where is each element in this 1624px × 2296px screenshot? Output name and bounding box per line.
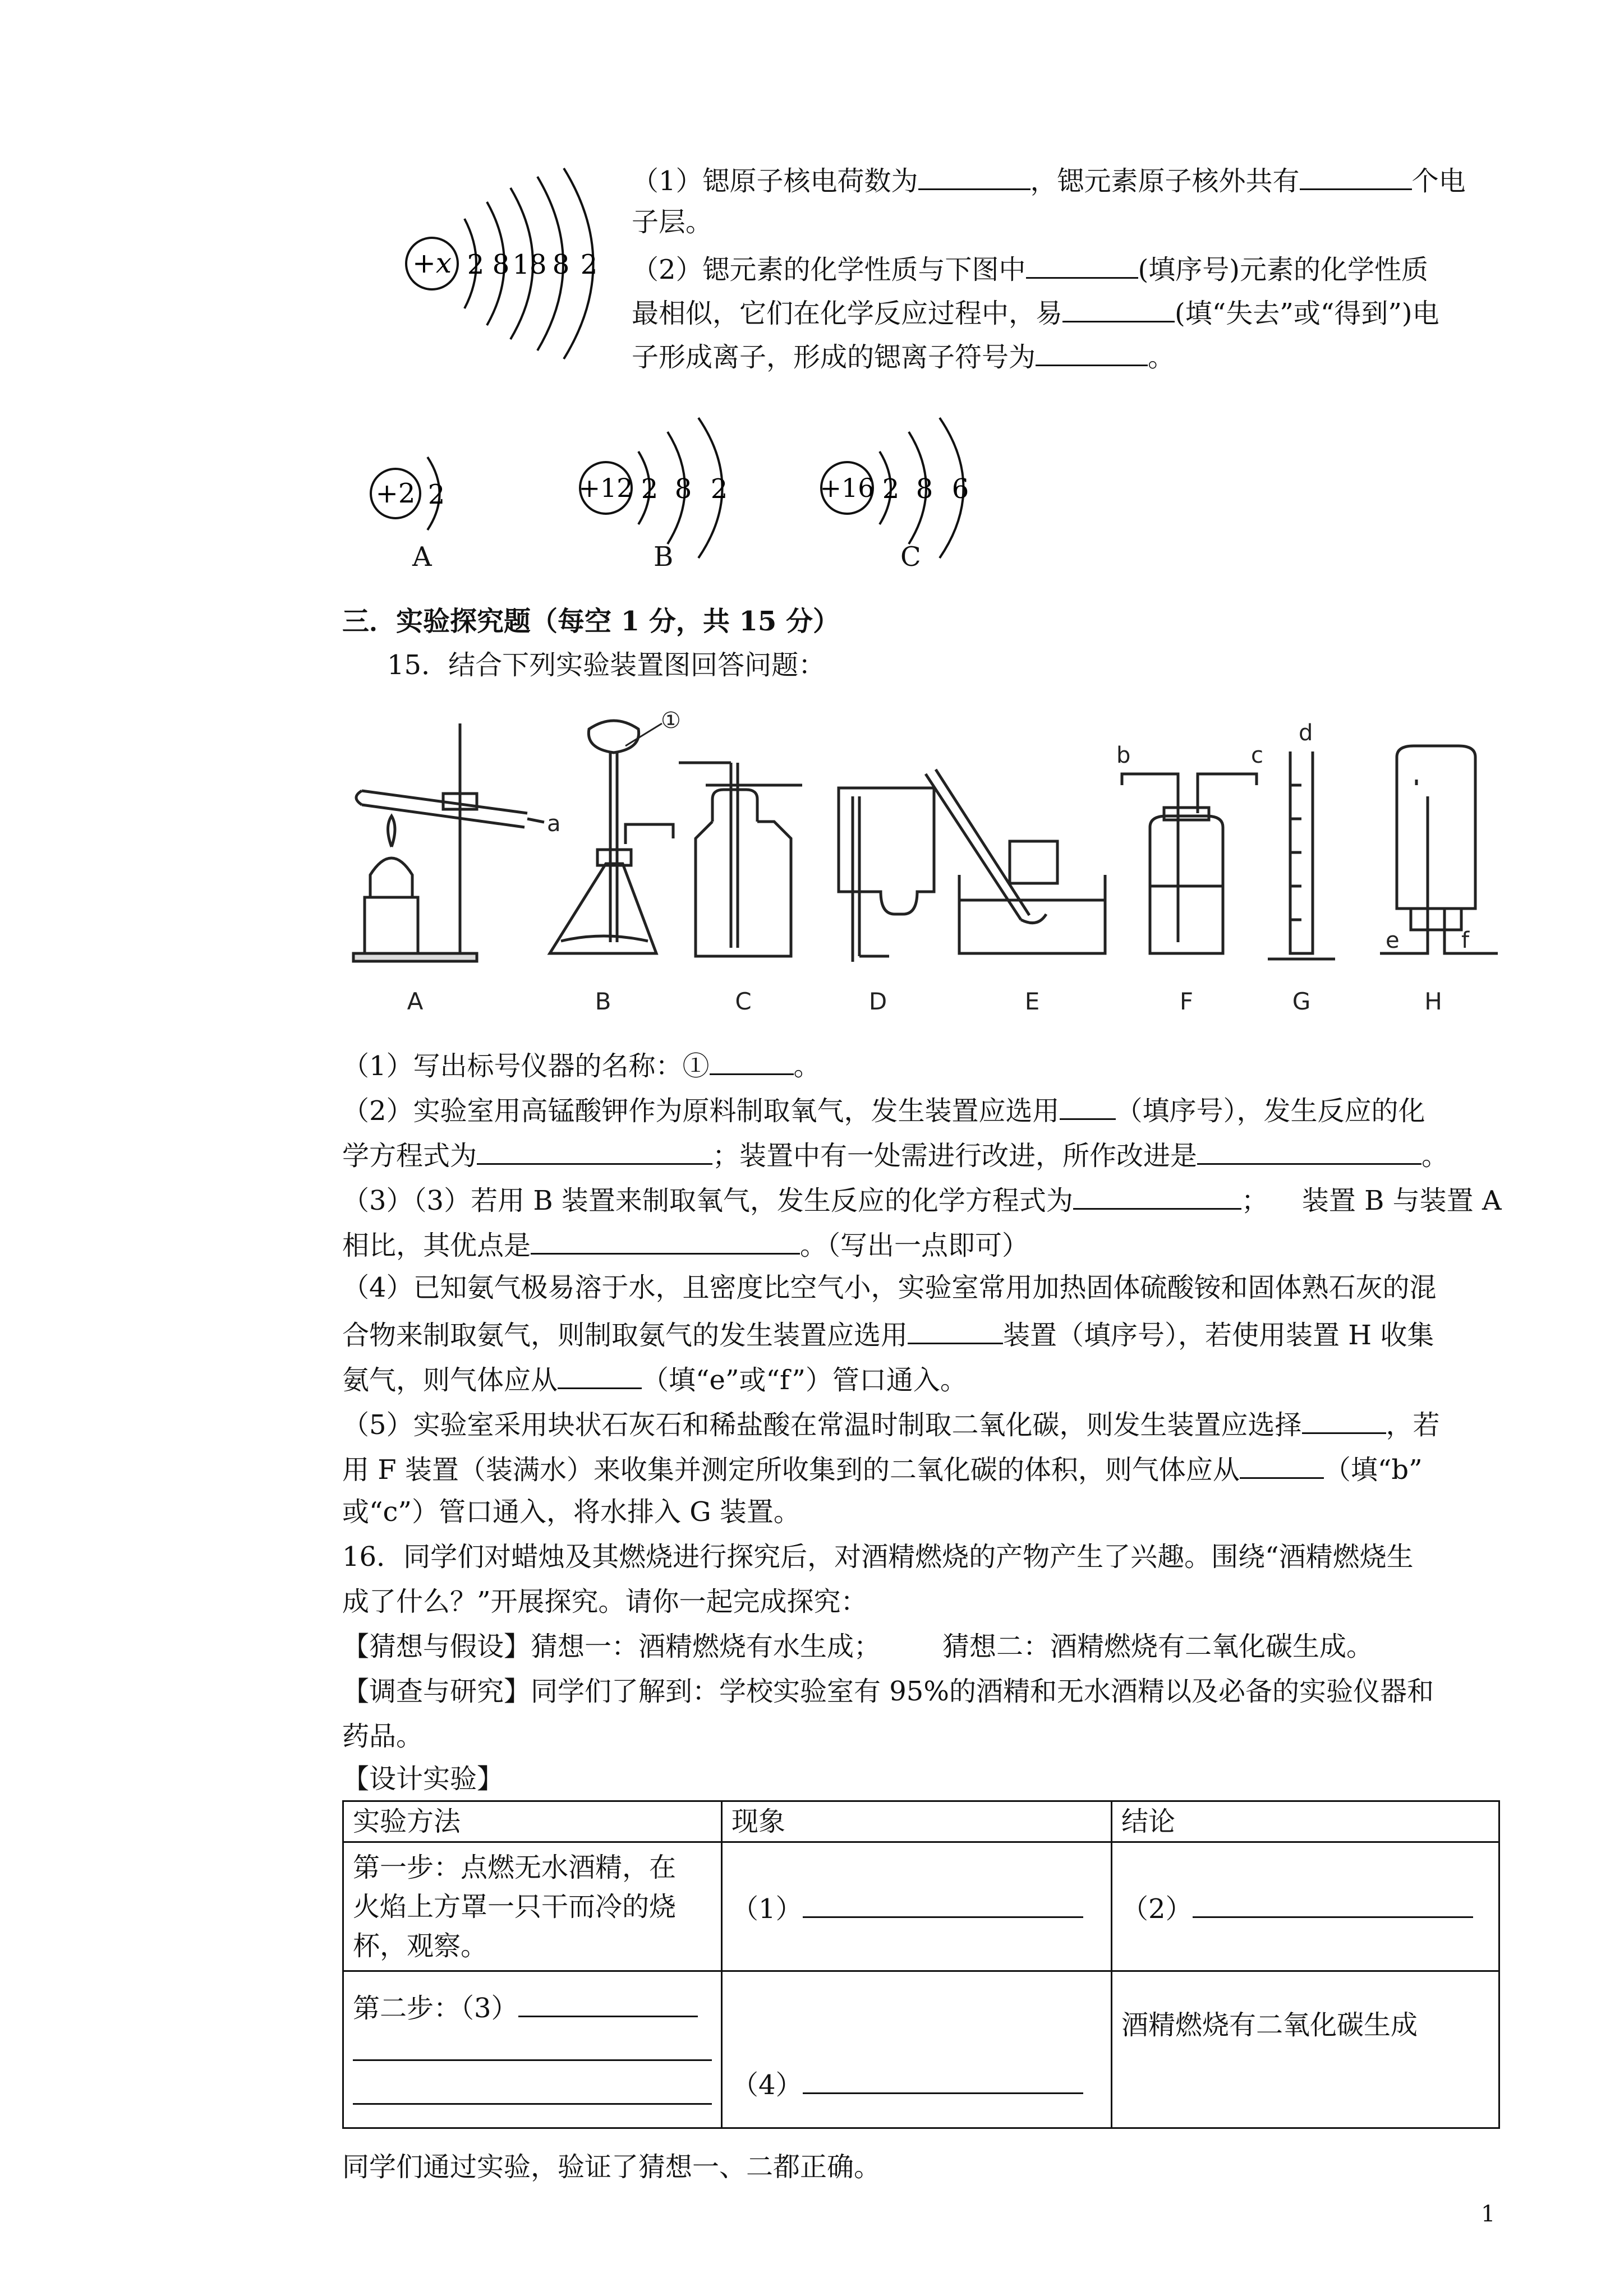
q14-part2-line2: 最相似，它们在化学反应过程中，易 (填“失去”或“得到”)电: [632, 289, 1439, 335]
q16-line4: 【调查与研究】同学们了解到：学校实验室有 95%的酒精和无水酒精以及必备的实验仪器和: [342, 1676, 1434, 1707]
row2-method: 第二步：（3）: [343, 1971, 722, 2128]
row2-conclusion: 酒精燃烧有二氧化碳生成: [1112, 1971, 1499, 2128]
answer-blank[interactable]: [1240, 1446, 1324, 1479]
svg-text:2: 2: [427, 479, 445, 510]
lab-apparatus-figure: [342, 707, 1509, 1021]
q16-line5: 药品。: [342, 1721, 424, 1752]
row1-method: 第一步：点燃无水酒精，在 火焰上方罩一只干而冷的烧 杯，观察。: [343, 1842, 722, 1971]
svg-text:+16: +16: [820, 473, 875, 503]
sr-shell-2: 8: [492, 249, 510, 280]
mark-b: b: [1116, 743, 1131, 768]
q15-stem: 15．结合下列实验装置图回答问题：: [387, 649, 826, 681]
q15-line6: （4）已知氨气极易溶于水，且密度比空气小，实验室常用加热固体硫酸铵和固体熟石灰的混: [342, 1272, 1437, 1303]
svg-text:8: 8: [915, 473, 933, 505]
apparatus-label-c: C: [735, 988, 752, 1015]
answer-blank[interactable]: [1036, 333, 1148, 366]
apparatus-label-g: G: [1292, 988, 1311, 1015]
q14-part1-line2: 子层。: [632, 206, 713, 238]
apparatus-label-b: B: [595, 988, 611, 1015]
page-number: 1: [1481, 2201, 1496, 2227]
strontium-atom-diagram: [393, 157, 628, 370]
answer-blank[interactable]: [1193, 1885, 1473, 1918]
q15-line9: （5）实验室采用块状石灰石和稀盐酸在常温时制取二氧化碳，则发生装置应选择 ，若: [342, 1401, 1440, 1446]
answer-blank[interactable]: [1060, 1087, 1116, 1120]
table-header-phenomenon: 现象: [722, 1801, 1112, 1842]
sr-nucleus: +x: [412, 247, 452, 279]
q14-part1-line1: （1）锶原子核电荷数为 ，锶元素原子核外共有 个电: [632, 157, 1466, 202]
answer-blank[interactable]: [1026, 246, 1138, 279]
answer-blank[interactable]: [803, 2061, 1083, 2094]
mark-c: c: [1251, 743, 1263, 768]
svg-text:+2: +2: [375, 478, 416, 509]
answer-blank[interactable]: [803, 1885, 1083, 1918]
mark-e: e: [1386, 928, 1400, 953]
answer-blank[interactable]: [531, 1221, 800, 1255]
apparatus-label-f: F: [1179, 988, 1194, 1015]
experiment-table: [342, 1800, 1500, 2129]
apparatus-label-h: H: [1424, 988, 1442, 1015]
mark-f: f: [1461, 928, 1470, 953]
answer-blank[interactable]: [1302, 1401, 1386, 1434]
q15-line2: （2）实验室用高锰酸钾作为原料制取氧气，发生装置应选用 （填序号），发生反应的化: [342, 1087, 1425, 1132]
answer-blank[interactable]: [908, 1311, 1003, 1344]
q15-line3: 学方程式为 ；装置中有一处需进行改进，所作改进是 。: [342, 1132, 1448, 1177]
row2-phenomenon: （4）: [722, 1971, 1112, 2128]
q15-line11: 或“c”）管口通入，将水排入 G 装置。: [342, 1496, 801, 1528]
svg-text:2: 2: [882, 473, 900, 505]
apparatus-label-d: D: [868, 988, 887, 1015]
answer-blank[interactable]: [558, 1356, 642, 1389]
sr-shell-1: 2: [467, 249, 485, 280]
q15-line10: 用 F 装置（装满水）来收集并测定所收集到的二氧化碳的体积，则气体应从 （填“b”: [342, 1446, 1423, 1491]
answer-blank[interactable]: [1073, 1177, 1241, 1210]
row1-phenomenon: （1）: [722, 1842, 1112, 1971]
svg-text:8: 8: [674, 473, 692, 505]
svg-text:2: 2: [641, 473, 659, 505]
q15-line1: （1）写出标号仪器的名称：① 。: [342, 1042, 821, 1087]
sr-shell-5: 2: [580, 249, 598, 280]
answer-blank[interactable]: [710, 1042, 794, 1075]
q14-part2-line3: 子形成离子，形成的锶离子符号为 。: [632, 333, 1175, 379]
mark-d: d: [1299, 720, 1313, 746]
answer-blank[interactable]: [353, 2028, 712, 2061]
mark-a: a: [547, 811, 561, 837]
q15-line8: 氨气，则气体应从 （填“e”或“f”）管口通入。: [342, 1356, 967, 1401]
apparatus-label-a: A: [407, 988, 424, 1015]
q14-part2-line1: （2）锶元素的化学性质与下图中 (填序号)元素的化学性质: [632, 246, 1428, 291]
row1-conclusion: （2）: [1112, 1842, 1499, 1971]
answer-blank[interactable]: [1062, 289, 1175, 322]
answer-blank[interactable]: [518, 1984, 698, 2017]
q15-line5: 相比，其优点是 。（写出一点即可）: [342, 1221, 1029, 1267]
atom-a-label: A: [412, 541, 432, 573]
svg-text:6: 6: [951, 473, 969, 505]
sr-shell-3: 18: [512, 249, 547, 280]
answer-blank[interactable]: [477, 1132, 712, 1165]
atom-c-label: C: [900, 541, 921, 573]
q16-line3: 【猜想与假设】猜想一：酒精燃烧有水生成； 猜想二：酒精燃烧有二氧化碳生成。: [342, 1631, 1374, 1662]
svg-text:2: 2: [710, 473, 728, 505]
q15-line7: 合物来制取氨气，则制取氨气的发生装置应选用 装置（填序号），若使用装置 H 收集: [342, 1311, 1434, 1357]
mark-circle-1: ①: [661, 708, 681, 734]
svg-text:+12: +12: [578, 473, 633, 503]
table-header-conclusion: 结论: [1112, 1801, 1499, 1842]
q16-final: 同学们通过实验，验证了猜想一、二都正确。: [342, 2151, 881, 2183]
q16-line1: 16．同学们对蜡烛及其燃烧进行探究后，对酒精燃烧的产物产生了兴趣。围绕“酒精燃烧生: [342, 1541, 1414, 1573]
sr-shell-4: 8: [552, 249, 570, 280]
table-header-method: 实验方法: [343, 1801, 722, 1842]
answer-blank[interactable]: [918, 157, 1030, 190]
q16-line2: 成了什么？”开展探究。请你一起完成探究：: [342, 1586, 868, 1617]
answer-blank[interactable]: [353, 2072, 712, 2105]
apparatus-label-e: E: [1024, 988, 1040, 1015]
section-title: 三．实验探究题（每空 1 分，共 15 分）: [342, 606, 840, 637]
atom-b-label: B: [654, 541, 674, 573]
answer-blank[interactable]: [1300, 157, 1412, 190]
q16-line6: 【设计实验】: [342, 1763, 504, 1795]
q15-line4: （3）（3）若用 B 装置来制取氧气，发生反应的化学方程式为 ； 装置 B 与装置 A: [342, 1177, 1502, 1222]
answer-blank[interactable]: [1197, 1132, 1421, 1165]
